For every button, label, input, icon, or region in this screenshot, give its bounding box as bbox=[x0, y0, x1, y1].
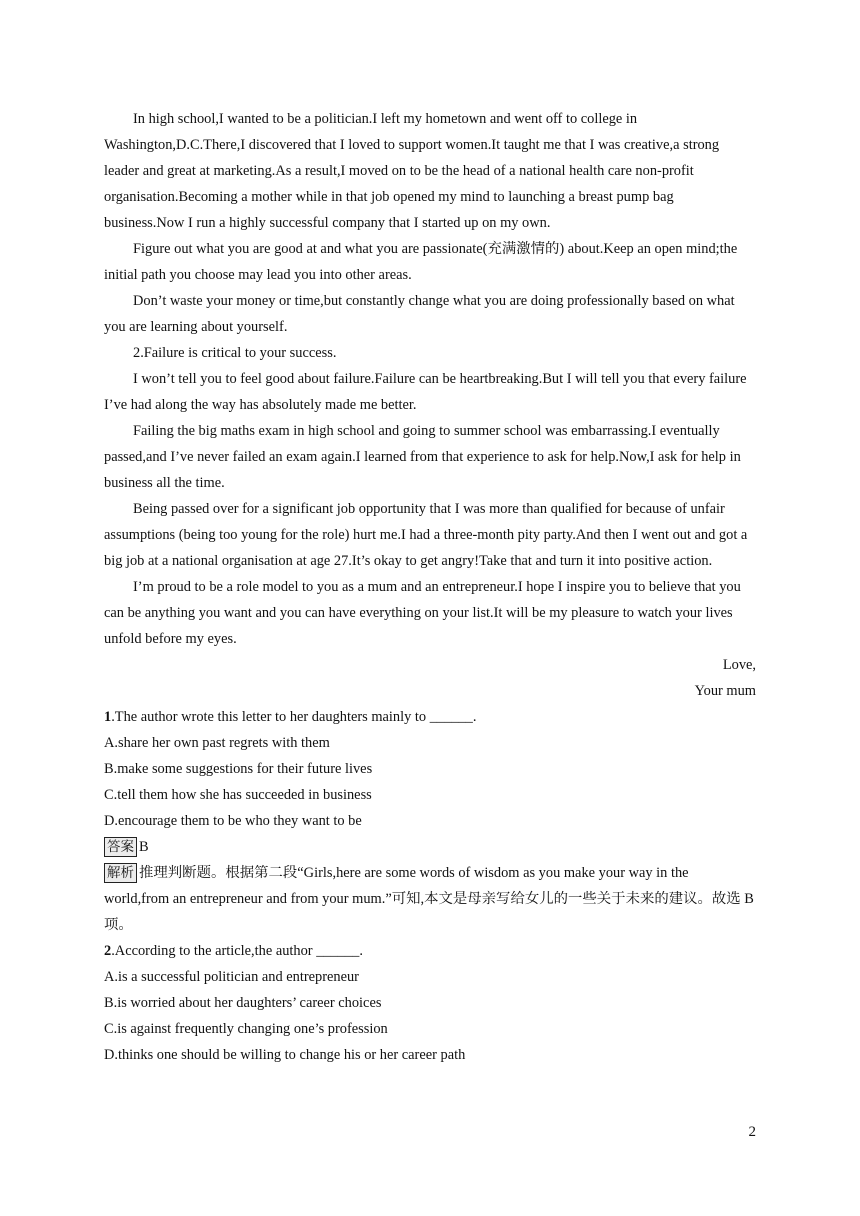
analysis-label: 解析 bbox=[104, 863, 137, 883]
option-d: D.encourage them to be who they want to be bbox=[104, 813, 362, 829]
letter-signature: Your mum bbox=[694, 683, 756, 699]
answer-value: B bbox=[139, 839, 149, 855]
option-c: C.tell them how she has succeeded in business bbox=[104, 787, 372, 803]
page-content bbox=[104, 106, 756, 1068]
option-b: B.make some suggestions for their future lives bbox=[104, 761, 373, 777]
question-text: .According to the article,the author ______. bbox=[111, 943, 363, 959]
option-b: B.is worried about her daughters’ career choices bbox=[104, 995, 382, 1011]
letter-closing: Love, bbox=[722, 657, 756, 673]
section-heading: 2.Failure is critical to your success. bbox=[133, 345, 337, 361]
option-a: A.share her own past regrets with them bbox=[104, 735, 330, 751]
question-stem bbox=[104, 938, 756, 964]
analysis-line bbox=[104, 860, 756, 938]
passage-paragraph: Failing the big maths exam in high school and going to summer school was embarrassing.I eventually passed,and I’ve never failed an exam again.I learned from that experience to ask for help.Now,I ask for help in business all the time. bbox=[104, 423, 741, 491]
question-1 bbox=[104, 704, 756, 938]
passage-paragraph: I won’t tell you to feel good about failure.Failure can be heartbreaking.But I will tell you that every failure I’ve had along the way has absolutely made me better. bbox=[104, 371, 747, 413]
question-stem bbox=[104, 704, 756, 730]
passage-paragraph: Figure out what you are good at and what you are passionate(充满激情的) about.Keep an open mind;the initial path you choose may lead you into other areas. bbox=[104, 241, 738, 283]
passage-paragraph: Don’t waste your money or time,but constantly change what you are doing professionally based on what you are learning about yourself. bbox=[104, 293, 735, 335]
passage-paragraph: In high school,I wanted to be a politician.I left my hometown and went off to college in Washington,D.C.There,I discovered that I loved to support women.It taught me that I was creative,a strong leader and great at marketing.As a result,I moved on to be the head of a national health care non-profit organisation.Becoming a mother while in that job opened my mind to launching a breast pump bag business.Now I run a highly successful company that I started up on my own. bbox=[104, 111, 720, 231]
question-2 bbox=[104, 938, 756, 1068]
question-number: 2 bbox=[104, 943, 112, 959]
passage-paragraph: I’m proud to be a role model to you as a mum and an entrepreneur.I hope I inspire you to believe that you can be anything you want and you can have everything on your list.It will be my pleasure to watch your lives unfold before my eyes. bbox=[104, 579, 741, 647]
answer-line bbox=[104, 834, 756, 860]
question-number: 1 bbox=[104, 709, 112, 725]
option-a: A.is a successful politician and entrepreneur bbox=[104, 969, 359, 985]
answer-label: 答案 bbox=[104, 837, 137, 857]
passage-paragraph: Being passed over for a significant job opportunity that I was more than qualified for because of unfair assumptions (being too young for the role) hurt me.I had a three-month pity party.And then I went out and got a big job at a national organisation at age 27.It’s okay to get angry!Take that and turn it into positive action. bbox=[104, 501, 748, 569]
option-c: C.is against frequently changing one’s profession bbox=[104, 1021, 388, 1037]
analysis-text: 推理判断题。根据第二段“Girls,here are some words of wisdom as you make your way in the world,from an entrepreneur and from your mum.”可知,本文是母亲写给女儿的一些关于未来的建议。故选 B 项。 bbox=[104, 865, 754, 933]
question-text: .The author wrote this letter to her daughters mainly to ______. bbox=[111, 709, 477, 725]
page-number: 2 bbox=[748, 1124, 756, 1140]
option-d: D.thinks one should be willing to change his or her career path bbox=[104, 1047, 466, 1063]
